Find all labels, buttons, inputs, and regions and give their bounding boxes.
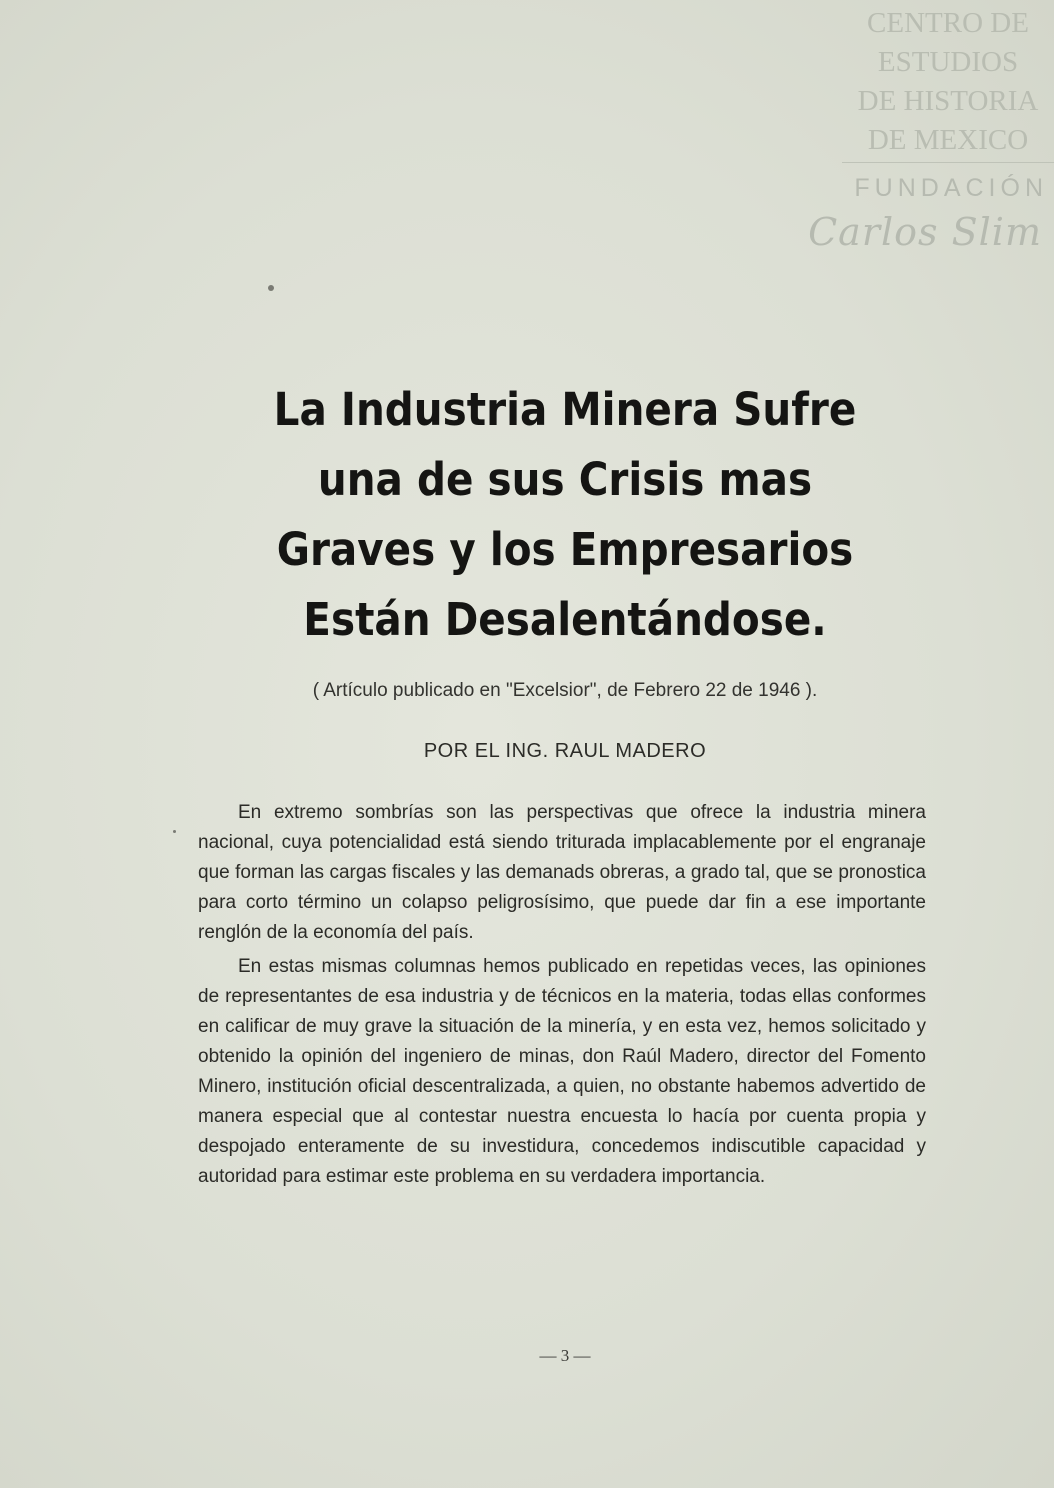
- watermark-line: ESTUDIOS: [877, 46, 1019, 78]
- paper-speck: [268, 285, 274, 291]
- watermark-line: DE HISTORIA: [857, 85, 1039, 117]
- article-subtitle: ( Artículo publicado en "Excelsior", de Febrero 22 de 1946 ).: [312, 680, 818, 701]
- article-body: [198, 798, 926, 1196]
- watermark-signature: Carlos Slim: [808, 210, 1042, 254]
- watermark-divider: [842, 162, 1054, 163]
- article-byline: POR EL ING. RAUL MADERO: [423, 740, 707, 762]
- article-paragraph: En extremo sombrías son las perspectivas que ofrece la industria minera nacional, cuya potencialidad está siendo triturada implacablemente por el engranaje que forman las cargas fiscales y las demanads obreras, a grado tal, que se pronostica para corto término un colapso peligrosísimo, que puede dar fin a ese importante renglón de la economía del país.: [198, 802, 926, 943]
- page-number: — 3 —: [539, 1346, 591, 1365]
- paper-speck: [173, 830, 176, 833]
- watermark-line: DE MEXICO: [867, 124, 1029, 156]
- article-paragraph: En estas mismas columnas hemos publicado en repetidas veces, las opiniones de representantes de esa industria y de técnicos en la materia, todas ellas conformes en calificar de muy grave la situación de la minería, y en esta vez, hemos solicitado y obtenido la opinión del ingeniero de minas, don Raúl Madero, director del Fomento Minero, institución oficial descentralizada, a quien, no obstante habemos advertido de manera especial que al contestar nuestra encuesta lo hacía por cuenta propia y despojado enteramente de su investidura, concedemos indiscutible capacidad y autoridad para estimar este problema en su verdadera importancia.: [198, 956, 926, 1187]
- watermark-foundation: FUNDACIÓN: [854, 174, 1048, 202]
- article-title: La Industria Minera Sufre una de sus Crisis mas Graves y los Empresarios Están Desalentándose.: [273, 383, 857, 646]
- watermark-institution: [842, 4, 1054, 160]
- watermark-line: CENTRO DE: [867, 7, 1029, 39]
